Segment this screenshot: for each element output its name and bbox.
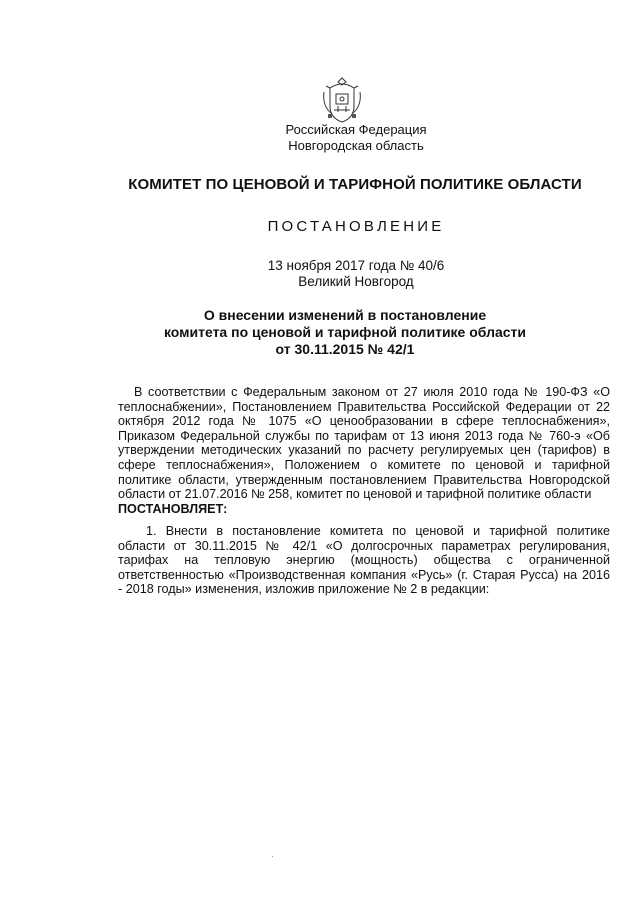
text-line: В соответствии с Федеральным законом от 27 июля 2010 года № 190-ФЗ «О (134, 385, 610, 399)
text-line: области от 21.07.2016 № 258, комитет по ценовой и тарифной политике области (118, 487, 592, 502)
text-line: утверждении методических указаний по расчету регулируемых цен (тарифов) в (118, 443, 610, 458)
scan-speck (272, 856, 273, 857)
subject-line: от 30.11.2015 № 42/1 (275, 341, 415, 357)
subject-line: комитета по ценовой и тарифной политике области (163, 324, 527, 340)
text-line: теплоснабжении», Постановлением Правительства Российской Федерации от 22 (118, 399, 610, 414)
clause-1-paragraph (118, 524, 610, 597)
text-line: октября 2012 года № 1075 «О ценообразовании в сфере теплоснабжения», (118, 414, 610, 429)
text-line: Приказом Федеральной службы по тарифам от 13 июня 2013 года № 760-э «Об (118, 428, 610, 443)
document-date-number: 13 ноября 2017 года № 40/6 (267, 258, 445, 273)
decree-word: ПОСТАНОВЛЯЕТ: (118, 501, 228, 516)
region-name: Новгородская область (288, 138, 424, 153)
text-line: области от 30.11.2015 № 42/1 «О долгосрочных параметрах регулирования, (118, 538, 610, 553)
coat-of-arms-icon (318, 74, 366, 126)
document-city: Великий Новгород (298, 274, 414, 289)
text-line: сфере теплоснабжения», Положением о комитете по ценовой и тарифной (118, 457, 610, 472)
subject-line: О внесении изменений в постановление (203, 307, 487, 323)
text-line: тарифах на тепловую энергию (мощность) общества с ограниченной (118, 553, 610, 568)
document-subject (120, 307, 570, 358)
text-line: - 2018 годы» изменения, изложив приложение № 2 в редакции: (118, 582, 490, 597)
text-line: 1. Внести в постановление комитета по ценовой и тарифной политике (146, 524, 610, 538)
preamble-paragraph (118, 385, 610, 516)
text-line: политике области, утвержденным постановлением Правительства Новгородской (118, 472, 610, 487)
document-type: ПОСТАНОВЛЕНИЕ (267, 218, 445, 235)
committee-title: КОМИТЕТ ПО ЦЕНОВОЙ И ТАРИФНОЙ ПОЛИТИКЕ ОБЛАСТИ (128, 176, 582, 193)
federation-name: Российская Федерация (285, 122, 427, 137)
text-line: ответственностью «Производственная компания «Русь» (г. Старая Русса) на 2016 (118, 567, 610, 582)
